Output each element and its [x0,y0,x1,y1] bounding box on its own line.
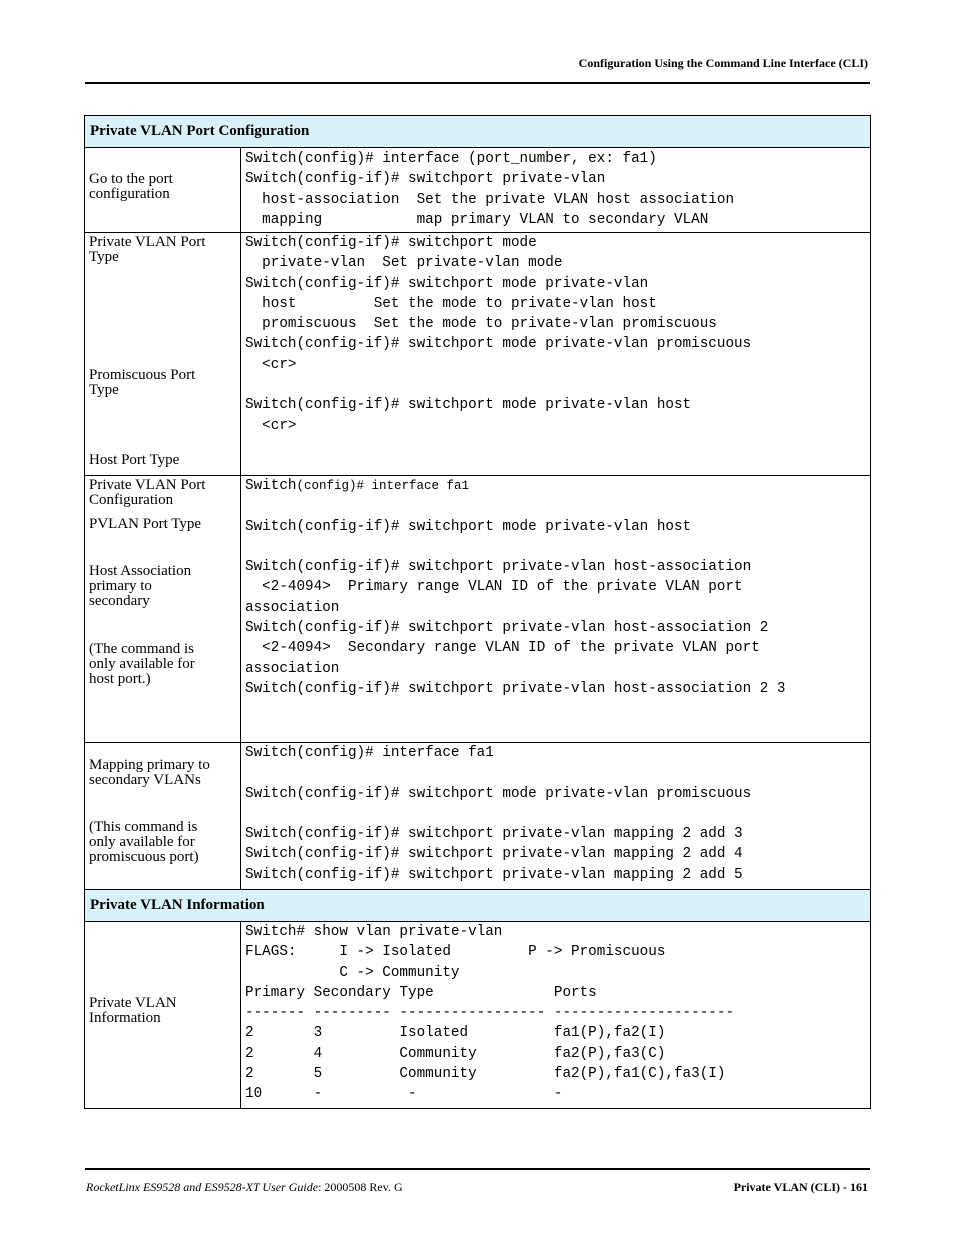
row-label-cell [85,476,241,743]
code-line: Switch(config)# interface (port_number, ex: fa1) [245,151,657,167]
row-label-cell [85,148,241,233]
row-label: Private VLAN [89,995,177,1011]
code-line: mapping map primary VLAN to secondary VLAN [245,211,709,228]
code-line: <cr> [245,356,297,373]
code-line: Switch(config-if)# switchport mode [245,235,537,251]
row-label: secondary [89,593,150,609]
code-line [245,763,870,783]
code-line: Switch(config-if)# switchport private-vlan mapping 2 add 4 [245,846,743,863]
code-line: association [245,660,340,677]
row-label: primary to [89,578,152,594]
code-line: ------- --------- ----------------- --------------------- [245,1005,735,1022]
row-label-cell [85,743,241,890]
doc-number: : 2000508 Rev. G [318,1180,403,1194]
code-prefix: Switch [245,478,297,494]
code-line [245,476,870,496]
table-row [85,233,871,476]
code-line: Switch(config-if)# switchport private-vlan mapping 2 add 3 [245,826,743,843]
row-label: Host Association [89,563,192,579]
code-line [245,537,870,557]
code-line: 2 3 Isolated fa1(P),fa2(I) [245,1025,666,1042]
guide-title: RocketLinx ES9528 and ES9528-XT User Guide [86,1180,319,1194]
row-label: Private VLAN Port [89,477,206,493]
code-cell [241,743,871,890]
code-line: association [245,599,340,616]
code-line: Switch(config-if)# switchport private-vlan host-association 2 [245,620,769,637]
row-label: host port.) [89,671,151,687]
code-line: private-vlan Set private-vlan mode [245,255,563,272]
code-line: <2-4094> Primary range VLAN ID of the private VLAN port [245,579,743,596]
code-line: C -> Community [245,964,460,981]
section-title: Private VLAN Port Configuration [85,116,871,148]
code-cell [241,233,871,476]
footer-guide-title [86,1180,403,1195]
code-line: FLAGS: I -> Isolated P -> Promiscuous [245,944,666,961]
code-line: 2 5 Community fa2(P),fa1(C),fa3(I) [245,1066,726,1083]
row-label: PVLAN Port Type [89,516,202,532]
code-cell [241,476,871,743]
section-header-row [85,890,871,922]
row-label: Mapping primary to [89,757,210,773]
code-line: Switch(config-if)# switchport mode private-vlan promiscuous [245,785,752,802]
footer-rule [85,1168,870,1170]
section-title: Private VLAN Information [85,890,871,922]
code-line [245,804,870,824]
table-row [85,476,871,743]
code-line: Switch(config-if)# switchport private-vlan [245,171,606,188]
code-line: Switch(config-if)# switchport mode private-vlan [245,275,649,292]
row-label-cell [85,233,241,476]
code-line: host Set the mode to private-vlan host [245,295,657,312]
row-label: Go to the port [89,171,173,187]
code-line: Switch# show vlan private-vlan [245,924,503,940]
code-line [245,496,870,516]
code-line: Switch(config-if)# switchport mode private-vlan host [245,518,692,535]
row-label: Information [89,1010,161,1026]
code-line: 2 4 Community fa2(P),fa3(C) [245,1045,666,1062]
row-label-cell [85,922,241,1109]
running-header: Configuration Using the Command Line Interface (CLI) [578,56,868,70]
row-label: Host Port Type [89,452,180,468]
row-label: only available for [89,656,195,672]
code-line: host-association Set the private VLAN host association [245,191,735,208]
code-line: 10 - - - [245,1086,563,1103]
row-label: Promiscuous Port [89,367,196,383]
code-line: Switch(config-if)# switchport private-vlan host-association 2 3 [245,680,786,697]
code-line: Switch(config)# interface fa1 [245,745,494,761]
header-rule [85,82,870,84]
code-line: <2-4094> Secondary range VLAN ID of the private VLAN port [245,640,760,657]
row-label: Configuration [89,492,174,508]
code-line: promiscuous Set the mode to private-vlan promiscuous [245,316,717,333]
row-label: promiscuous port) [89,849,199,865]
code-cell [241,148,871,233]
page-number: Private VLAN (CLI) - 161 [733,1180,868,1194]
row-label: only available for [89,834,195,850]
table-row [85,743,871,890]
code-line [245,375,870,395]
row-label: Private VLAN Port [89,234,206,250]
code-line: Switch(config-if)# switchport private-vlan host-association [245,559,752,576]
code-line: <cr> [245,417,297,434]
row-label: (This command is [89,819,198,835]
row-label: Type [89,249,119,265]
section-header-row [85,116,871,148]
code-line: Primary Secondary Type Ports [245,984,597,1001]
table-row [85,922,871,1109]
code-line: Switch(config-if)# switchport private-vlan mapping 2 add 5 [245,866,743,883]
row-label: Type [89,382,119,398]
code-cell [241,922,871,1109]
code-line: Switch(config-if)# switchport mode private-vlan host [245,397,692,414]
row-label: (The command is [89,641,194,657]
private-vlan-table [84,115,871,1109]
code-rest: (config)# interface fa1 [296,479,470,493]
row-label: configuration [89,186,170,202]
table-row [85,148,871,233]
row-label: secondary VLANs [89,772,201,788]
code-line: Switch(config-if)# switchport mode private-vlan promiscuous [245,336,752,353]
